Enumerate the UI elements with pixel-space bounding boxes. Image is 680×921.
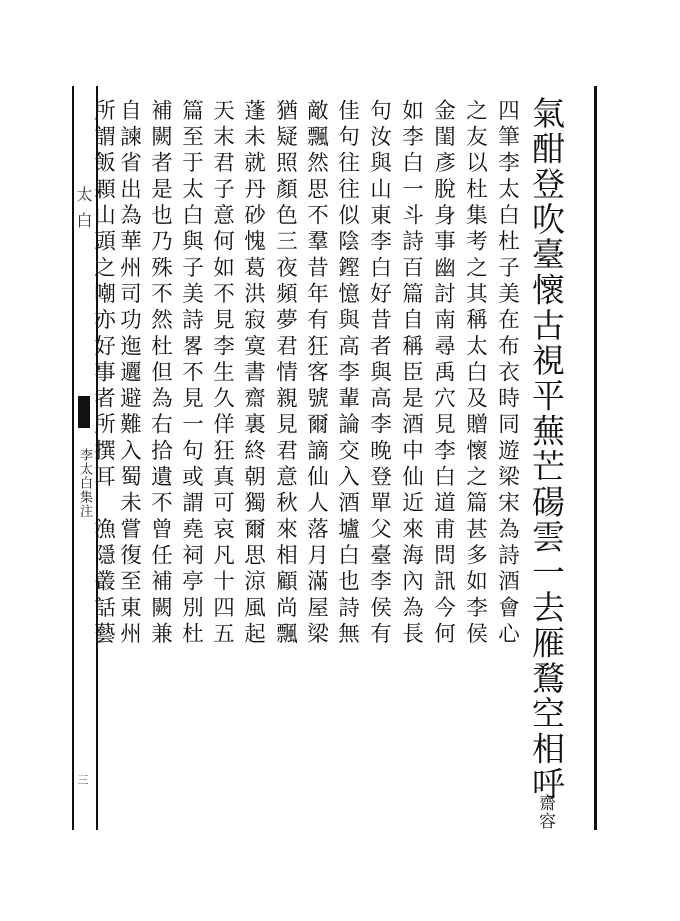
main-text-column: 氣酣登吹臺懷古視平蕪芒碭雲一去雁鶩空相呼 — [527, 96, 566, 802]
margin-page-number: 三 — [76, 774, 89, 785]
commentary-column-3: 金閨彥脫身事幽討南尋禹穴見李白道甫問訊今何 — [430, 99, 456, 649]
commentary-column-5: 句汝與山東李白好昔者與高李晚登單父臺李侯有 — [366, 99, 392, 649]
commentary-column-14: 所謂飯顆山頭之嘲亦好事者所撰耳 漁隱叢話藝 — [90, 99, 116, 649]
commentary-column-6: 佳句往往似陰鏗憶與高李輩論交入酒壚白也詩無 — [334, 99, 360, 649]
commentary-column-9: 蓬未就丹砂愧葛洪寂寞書齋裏終朝獨爾思涼風起 — [240, 99, 266, 649]
margin-book-title: 李太白集注 — [77, 448, 92, 518]
margin-partial-glyphs: 太白 — [74, 186, 93, 238]
commentary-column-12: 補闕者是也乃殊不然杜但為右拾遺不曾任補闕兼 — [147, 99, 173, 649]
column-end-mark: 齋容 — [535, 794, 555, 830]
commentary-column-1: 四筆李太白杜子美在布衣時同遊梁宋為詩酒會心 — [494, 99, 520, 649]
page-border-right — [594, 86, 597, 830]
commentary-column-10: 天末君子意何如不見李生久佯狂真可哀凡十四五 — [209, 99, 235, 649]
fish-tail-mark — [78, 396, 90, 428]
commentary-column-8: 猶疑照顏色三夜頻夢君情親見君意秋來相顧尚飄 — [272, 99, 298, 649]
commentary-column-7: 敵飄然思不羣昔年有狂客號爾謫仙人落月滿屋梁 — [303, 99, 329, 649]
commentary-column-2: 之友以杜集考之其稱太白及贈懷之篇甚多如李侯 — [462, 99, 488, 649]
commentary-column-4: 如李白一斗詩百篇自稱臣是酒中仙近來海內為長 — [398, 99, 424, 649]
commentary-column-13: 自諫省出為華州司功迤邐避難入蜀未嘗復至東州 — [116, 99, 142, 649]
commentary-column-11: 篇至于太白與子美詩畧不見一句或謂堯祠亭別杜 — [178, 99, 204, 649]
